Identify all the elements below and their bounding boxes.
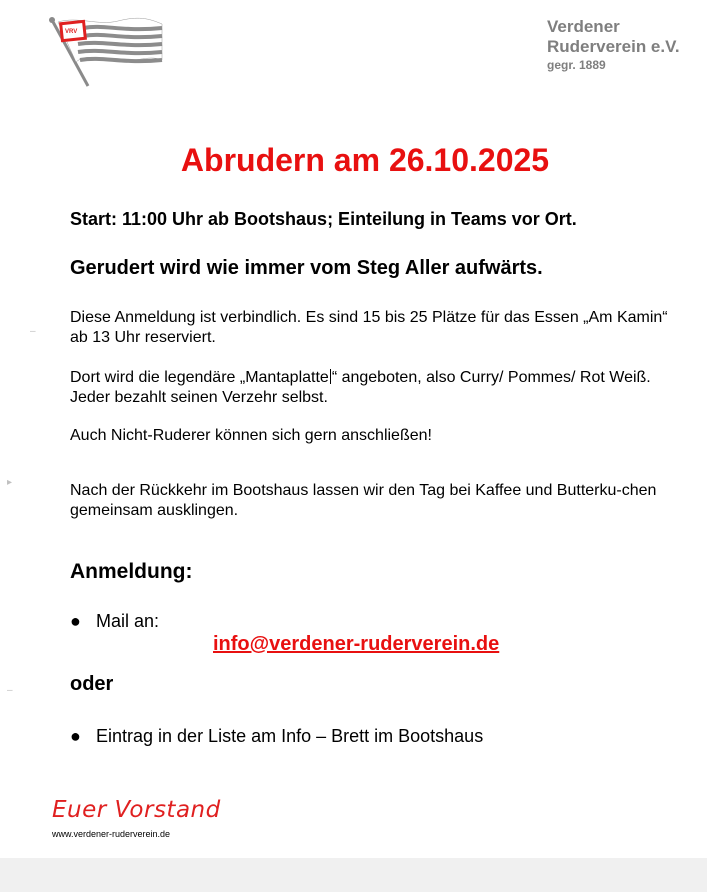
menu-text-start: Dort wird die legendäre „Mantaplatte: [70, 369, 329, 386]
board-signature: Euer Vorstand: [52, 797, 221, 823]
email-link[interactable]: info@verdener-ruderverein.de: [213, 633, 500, 655]
board-bullet-item: [70, 725, 483, 747]
start-info: Start: 11:00 Uhr ab Bootshaus; Einteilung in Teams vor Ort.: [70, 209, 577, 229]
rowing-route: Gerudert wird wie immer vom Steg Aller aufwärts.: [70, 257, 543, 279]
club-flag-logo: [48, 16, 166, 88]
page-bottom-band: [0, 858, 707, 892]
website-url: www.verdener-ruderverein.de: [52, 829, 171, 839]
margin-dash-mark: –: [7, 685, 13, 696]
margin-arrow-mark: ▸: [7, 477, 13, 488]
organization-header: [547, 17, 680, 73]
guests-welcome-paragraph: Auch Nicht-Ruderer können sich gern anschließen!: [70, 427, 432, 444]
org-name-line2: Ruderverein e.V.: [547, 37, 680, 56]
text-cursor: [330, 369, 331, 384]
binding-registration-paragraph: Diese Anmeldung ist verbindlich. Es sind 15 bis 25 Plätze für das Essen „Am Kamin“ ab 13 Uhr reserviert.: [70, 309, 668, 346]
founded-year: gegr. 1889: [547, 58, 606, 72]
org-name-line1: Verdener: [547, 17, 620, 36]
return-paragraph: Nach der Rückkehr im Bootshaus lassen wir den Tag bei Kaffee und Butterku-chen gemeinsam ausklingen.: [70, 482, 657, 519]
bullet-icon: ●: [70, 611, 81, 631]
mail-label: Mail an:: [96, 611, 160, 631]
registration-heading: Anmeldung:: [70, 560, 193, 583]
menu-paragraph: [70, 368, 670, 408]
mail-bullet-item: [70, 610, 159, 632]
flag-letters: VRV: [65, 29, 78, 35]
margin-dash-mark: –: [30, 326, 36, 337]
bullet-icon: ●: [70, 726, 81, 746]
page-title: Abrudern am 26.10.2025: [180, 142, 550, 178]
or-separator: oder: [70, 673, 114, 695]
board-entry-text: Eintrag in der Liste am Info – Brett im Bootshaus: [96, 726, 484, 746]
menu-text-end: “ angeboten, also Curry/ Pommes/ Rot Weiß. Jeder bezahlt seinen Verzehr selbst.: [70, 369, 651, 406]
